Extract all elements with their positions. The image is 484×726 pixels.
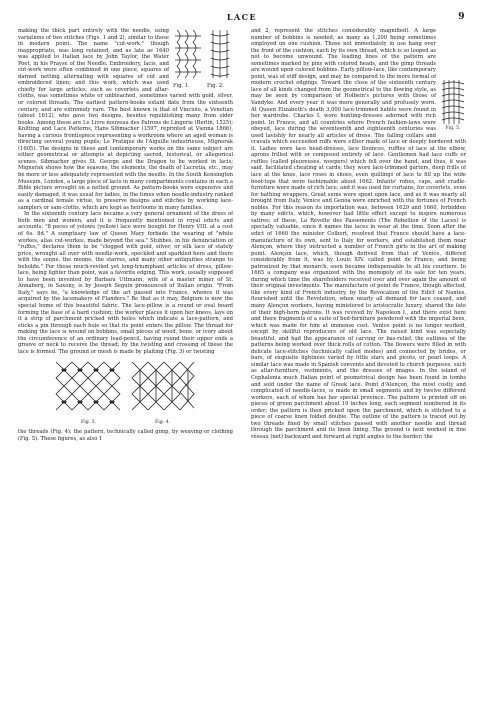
figure-3-illustration [54, 358, 124, 416]
figure-1-illustration [173, 28, 203, 80]
figures-1-2 [173, 28, 233, 89]
left-paragraph-3: the threads (Fig. 4); the pattern, technically called gimp, by weaving or clothing (Fig. 5). These figures, as also 1 [18, 429, 233, 442]
page-title: LACE [226, 12, 258, 22]
left-column [18, 28, 233, 716]
running-header [18, 10, 466, 26]
figure-2-caption: Fig. 2. [207, 82, 224, 89]
figure-4-caption: Fig. 4. [155, 419, 170, 425]
figure-5-caption: Fig. 5. [445, 126, 461, 131]
figure-2-illustration [207, 28, 233, 80]
figure-3 [54, 358, 124, 426]
figure-1 [173, 28, 203, 89]
figure-1-caption: Fig. 1. [173, 82, 190, 89]
right-paragraph-1: and 2, represent the stitches considerably magnified). A large number of bobbins is needed, as many as 1,200 being sometimes employed on one cushion. Those not immediately in use hang over the front of the cushion, each by its own thread, which is so looped as not to become unwound. The leading lines of the pattern are sometimes marked by pins with colored heads, and the gimp threads are wound upon colored bobbins. Early pillow-lace, like contemporary point, was of stiff design, and may be compared to the more formal of modern crochet edgings. Toward the close of the sixteenth century lace of all kinds changed from the geometrical to the flowing style, as may be seen by comparison of Holbein's pictures with those of Vandyke. And every year it was more generally and profusely worn. At Queen Elizabeth's death 3,000 lace-trimmed habits were found in her wardrobe. Charles I. wore hunting-dresses adorned with rich point. In France, and all countries where French fashion-laws were obeyed, lace during the seventeenth and eighteenth centuries was used lavishly for nearly all articles of dress. The falling collars and cravats which succeeded ruffs were either made of lace or deeply bordered with it. Ladies wore lace head-dresses, lace flounces, ruffles of lace at the elbow, aprons frilled with or composed entirely of lace. Gentlemen had lace cuffs or ruffles (called pleureuses, weepers) which fell over the hand, and thus, it was said, facilitated cheating at cards; they wore lace-trimmed garters, deep frills of lace at the knee, lace roses in shoes, even quillings of lace to fill up the wide boot-tops that were fashionable about 1662. Infants' robes, caps, and cradle-furniture were made of rich lace, and it was used for curtains, for coverlets, even for bathing wrappers. Great sums were spent upon lace, and as it was nearly all brought from Italy, Venice and Genoa were enriched with the fortunes of French nobles. For this reason its importation was, between 1629 and 1660, forbidden by many edicts, which, however had little effect except to inspire numerous satires; of these, La Révolte des Passements (The Rebellion of the Laces) is specially valuable, since it names the laces in wear at the time. Soon after the edict of 1660 the minister Colbert, resolved that France should have a lace-manufacture of its own, sent to Italy for workers, and established them near Alençon, where they instructed a number of French girls in the art of making point. Alençon lace, which, though derived from that of Venice, differed considerably from it, was by Louis XIV. called point de France, and being patronized by that monarch, soon became indispensable to all his courtiers. In 1665 a company was organized with the monopoly of its sale for ten years, during which time the shareholders received over and over again the amount of their original investments. The manufacture of point de France, though affected, like every kind of French industry, by the Revocation of the Edict of Nantes, flourished until the Revolution, when nearly all demand for lace ceased, and many Alençon workers, having ministered to aristocratic luxury, shared the fate of their high-born patrons. It was revived by Napoleon I., and there exist here and there fragments of a suite of bed-furniture powdered with the imperial bees, which was made for him at immense cost. Venice point is no longer worked, except by skillful reproducers of old lace. The raised kind was especially beautiful, and had the appearance of carving or bas-relief, the outlines of the patterns being worked over thick rolls of cotton. The flowers were filled in with delicate lace-stitches (technically called modes) and connected by brides, or bars, of exquisite lightness varied by little stars and picots, or pearl loops. A similar lace was made in Spanish convents and devoted to church purposes, such as altar-furniture, vestments, and the dresses of images. In the island of Cephalonia much Italian point of geometrical design has been found in tombs and sold under the name of Greek lace. Point d'Alençon, the most costly and complicated of needle-laces, is made in small segments and by twelve different workers, each of whom has her special province. The pattern is printed off on pieces of green parchment about 10 inches long, each segment numbered in its order; the pattern is then pricked upon the parchment, which is stitched to a piece of coarse linen folded double. The outline of the pattern is traced out by two threads fixed by small stitches passed with another needle and thread through the parchment and its linen lining. The ground is next worked in fine réseau (net) backward and forward at right angles to the border; the [251, 28, 466, 440]
left-paragraph-1: making the thick part entirely with the needle, using variations of two stitches (Figs. 1 and 2), similar to those in modern point. The name "cut-work," though inappropriate, was long retained, and as late as 1640 was applied to Italian lace by John Taylor, the Water Poet, in his Prayse of the Needle. Embroidery, lacis, and cut-work were often combined in one piece, squares of darned netting alternating with squares of cut and embroidered linen; and this work, which was used chiefly for large articles, such as coverlets and altar-cloths, was sometimes white or unbleached, sometimes varied with gold, silver, or colored threads. The earliest pattern-books extant date from the sixteenth century, and are extremely rare. The best known is that of Vinciolo, a Venetian (about 1612), who gave two designs, besides republishing many from older books. Among these are Le Livre nouveau des Patrons de Lingerie (Berlin, 1525); Knitting and Lace Patterns, Hans Sibmacher (1597, reprinted at Vienna 1866), having a curious frontispiece representing a workroom where an aged woman is directing several young pupils; Le Pratique de l'Aiguille industrieuse, Mignerak (1605). The designs in these and contemporary works on the same subject are either geometrical or attempts at depicting sacred, historical, or allegorical scenes. Sibmacher gives St. George and the Dragon to be worked in lacis; Mignerak shows how the seasons, the elements, the death of Lucretia, etc., may be more or less adequately represented with the needle. In the South Kensington Museum, London, a large piece of lacis in many compartments contains in each a Bible picture wrought on a netted ground. As pattern-books were expensive and easily damaged, it was usual for ladies, in the times when needle-industry ranked as a cardinal female virtue, to preserve designs and stitches by working lace-samplers or sam-cloths, which are kept as heirlooms in many families. [18, 28, 233, 211]
figure-3-caption: Fig. 3. [81, 419, 96, 425]
figure-5 [440, 78, 466, 133]
figure-4 [128, 358, 198, 426]
text-columns [18, 28, 466, 716]
figure-2 [207, 28, 233, 89]
figures-3-4 [18, 358, 233, 426]
page-number: 9 [458, 12, 466, 22]
figure-5-illustration [440, 78, 466, 126]
figure-4-illustration [128, 358, 198, 416]
left-paragraph-2: In the sixteenth century lace became a very general ornament of the dress of both men and women, and it is frequently mentioned in royal edicts and accounts: "8 peces of yolowe (yellow) lace were bought for Henry VIII. at a cost of 6s. 8d." A sumptuary law of Queen Mary forbade the wearing of "white workes, alias cut-workes, made beyond the sea." Stubbes, in his denunciation of "ruffes," declares them to be "clogged with gold, silver, or silk lace of stately price, wrought all over with needle-work, speckled and sparkled here and there with the sonne, the moone, the starres, and many other antiquities strange to beholde." For those much-reviled yet long-triumphant articles of dress, pillow-lace, being lighter than point, was a favorite edging. This work, usually supposed to have been invented by Barbara Uttmann, wife of a master miner of St. Annaberg, in Saxony, is by Joseph Seguin pronounced of Italian origin. "From Italy," says he, "a knowledge of the art passed into France, whence it was acquired by the lacemakers of Flanders." Be that as it may, Belgium is now the special home of this beautiful fabric. The lace-pillow is a round or oval board forming the base of a hard cushion; the worker places it upon her knees, lays on it a strip of parchment pricked with holes which indicate a lace-pattern, and sticks a pin through each hole so that its point enters the pillow. The thread for making the lace is wound on bobbins, small pieces of wood, bone, or ivory about the circumference of an ordinary lead-pencil, having round their upper ends a groove or neck to receive the thread; by the twisting and crossing of these the lace is formed. The ground or mesh is made by plaiting (Fig. 3) or twisting [18, 211, 233, 355]
right-column [251, 28, 466, 716]
document-page [18, 10, 466, 716]
